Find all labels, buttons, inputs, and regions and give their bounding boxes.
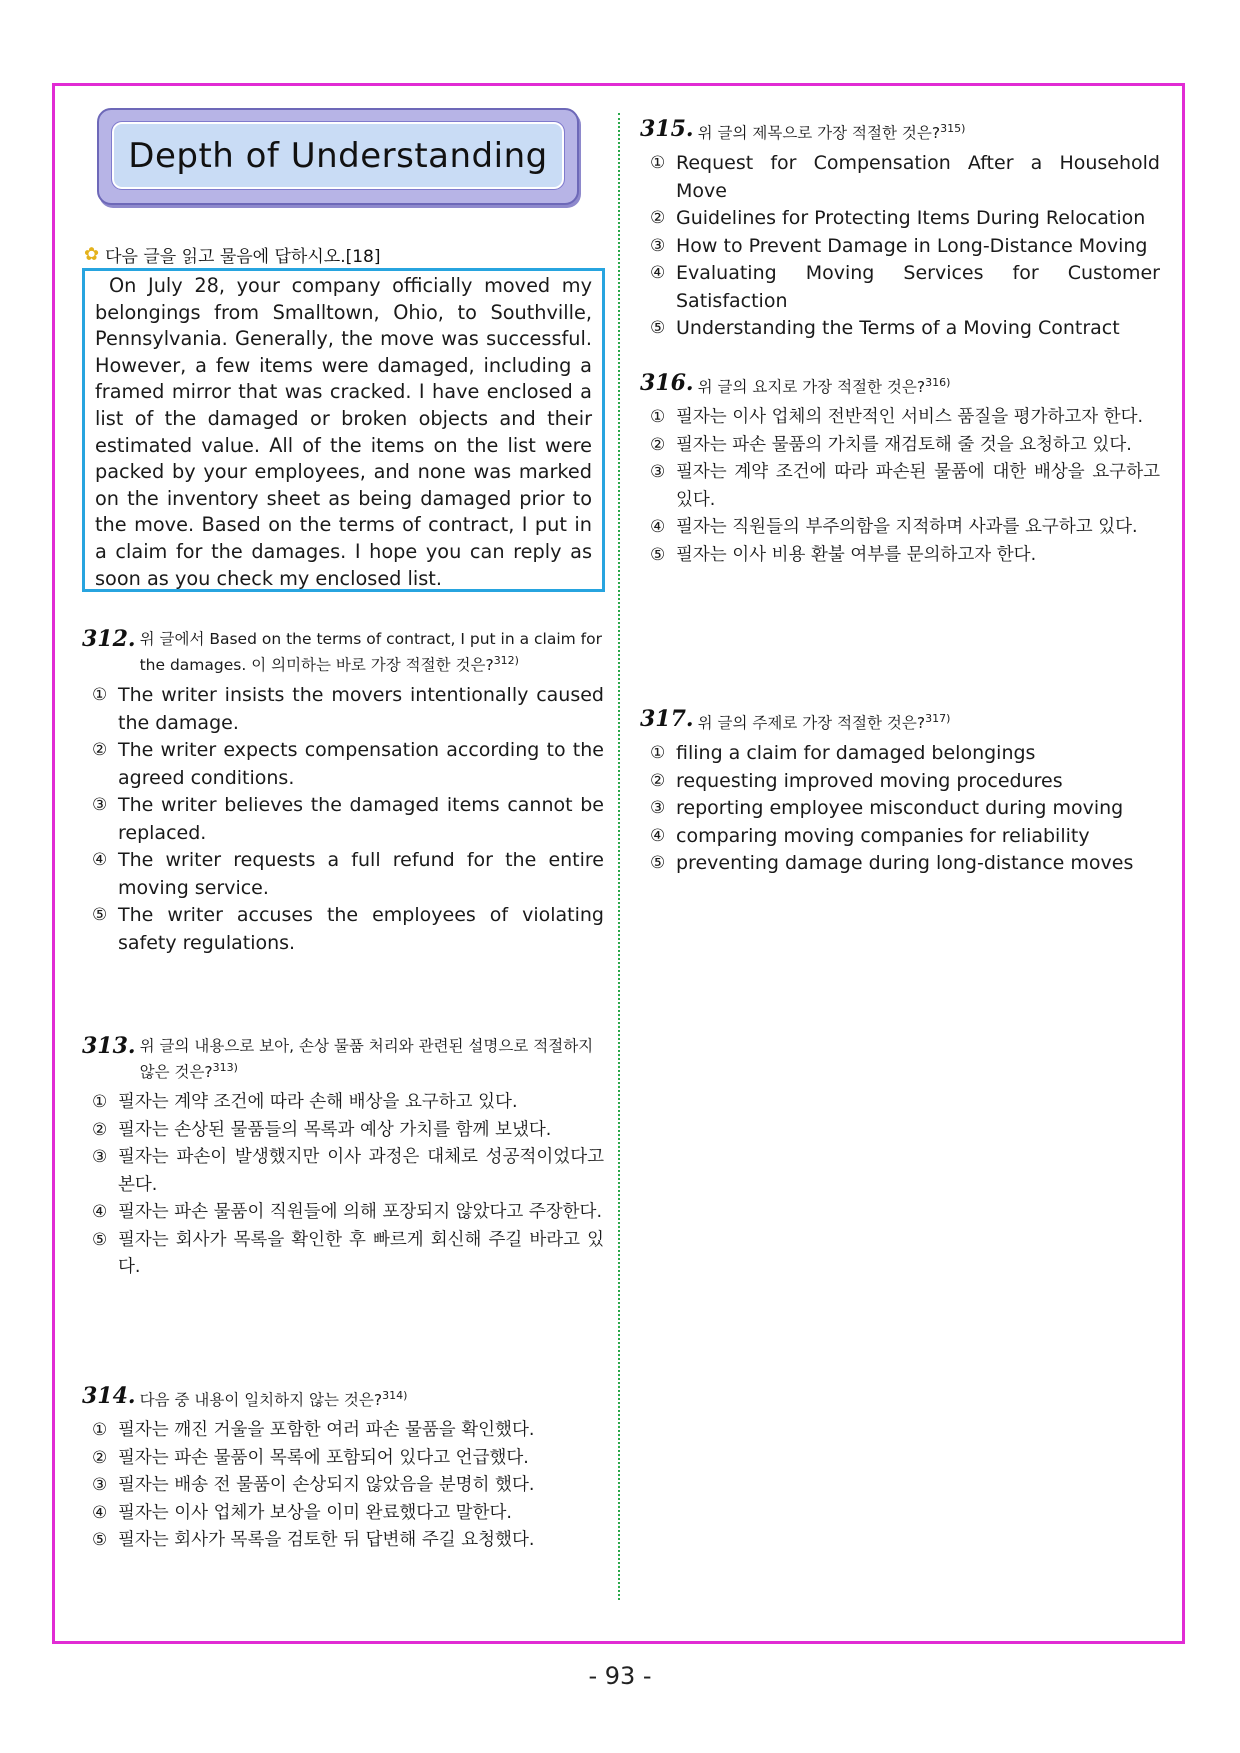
question-number: 314.: [82, 1383, 136, 1409]
options-list: [92, 1417, 604, 1555]
option-2[interactable]: ② Guidelines for Protecting Items During Relocation: [650, 207, 1146, 230]
question-prompt: 위 글의 제목으로 가장 적절한 것은?$^{315)}$: [697, 122, 966, 143]
question-prompt: 위 글에서 Based on the terms of contract, I put in a claim for the damages. 이 의미하는 바로 가장 적절한 것은?$^{312)}$: [139, 630, 602, 675]
option-5[interactable]: ⑤ 필자는 회사가 목록을 검토한 뒤 답변해 주길 요청했다.: [92, 1530, 535, 1551]
title-banner-inner: [112, 122, 564, 189]
question-prompt: 위 글의 요지로 가장 적절한 것은?$^{316)}$: [697, 376, 951, 397]
question-316: [640, 371, 1160, 569]
instruction: [84, 242, 381, 267]
column-divider: [618, 113, 620, 1600]
question-313: [82, 1034, 604, 1282]
option-1[interactable]: ① 필자는 계약 조건에 따라 손해 배상을 요구하고 있다.: [92, 1092, 518, 1113]
option-3[interactable]: ③ 필자는 배송 전 물품이 손상되지 않았음을 분명히 했다.: [92, 1475, 535, 1496]
option-4[interactable]: ④ comparing moving companies for reliability: [650, 824, 1090, 847]
option-4[interactable]: ④ Evaluating Moving Services for Customer Satisfaction: [650, 262, 1160, 312]
footnote: 312): [493, 654, 519, 667]
option-1[interactable]: ① 필자는 깨진 거울을 포함한 여러 파손 물품을 확인했다.: [92, 1420, 535, 1441]
option-3[interactable]: ③ 필자는 계약 조건에 따라 파손된 물품에 대한 배상을 요구하고 있다.: [650, 462, 1160, 510]
option-2[interactable]: ② The writer expects compensation according to the agreed conditions.: [92, 739, 604, 789]
question-317: [640, 707, 1160, 878]
option-3[interactable]: ③ reporting employee misconduct during moving: [650, 797, 1124, 820]
option-5[interactable]: ⑤ 필자는 회사가 목록을 확인한 후 빠르게 회신해 주길 바라고 있다.: [92, 1229, 604, 1278]
page-number: - 93 -: [588, 1662, 652, 1690]
footnote: 316): [925, 376, 951, 389]
passage-text: On July 28, your company officially moved my belongings from Smalltown, Ohio, to Southville, Pennsylvania. Generally, the move was successful. However, a few items were damaged, including a framed mirror that was cracked. I have enclosed a list of the damaged or broken objects and their estimated value. All of the items on the list were packed by your employees, and none was marked on the inventory sheet as being damaged prior to the move. Based on the terms of contract, I put in a claim for the damages. I hope you can reply as soon as you check my enclosed list.: [95, 274, 592, 590]
flower-icon: ✿: [84, 243, 100, 265]
option-1[interactable]: ① 필자는 이사 업체의 전반적인 서비스 품질을 평가하고자 한다.: [650, 407, 1144, 428]
question-number: 313.: [82, 1033, 136, 1059]
footnote: 314): [382, 1389, 408, 1402]
instruction-text: 다음 글을 읽고 물음에 답하시오.[18]: [105, 247, 381, 267]
question-number: 312.: [82, 626, 136, 652]
question-prompt: 위 글의 주제로 가장 적절한 것은?$^{317)}$: [697, 712, 951, 733]
footnote: 317): [925, 712, 951, 725]
title-banner: [97, 108, 579, 205]
option-1[interactable]: ① Request for Compensation After a Household Move: [650, 152, 1160, 202]
option-2[interactable]: ② 필자는 파손 물품이 목록에 포함되어 있다고 언급했다.: [92, 1447, 529, 1468]
option-4[interactable]: ④ 필자는 직원들의 부주의함을 지적하며 사과를 요구하고 있다.: [650, 517, 1138, 538]
option-5[interactable]: ⑤ Understanding the Terms of a Moving Contract: [650, 317, 1120, 340]
question-314: [82, 1384, 604, 1555]
option-1[interactable]: ① filing a claim for damaged belongings: [650, 742, 1036, 765]
page-title: Depth of Understanding: [128, 135, 548, 176]
question-312: [82, 627, 604, 957]
question-number: 315.: [640, 116, 694, 142]
question-prompt: 다음 중 내용이 일치하지 않는 것은?$^{314)}$: [139, 1389, 408, 1410]
option-2[interactable]: ② 필자는 파손 물품의 가치를 재검토해 줄 것을 요청하고 있다.: [650, 434, 1132, 455]
question-prompt: 위 글의 내용으로 보아, 손상 물품 처리와 관련된 설명으로 적절하지 않은 것은?$^{313)}$: [139, 1037, 594, 1082]
options-list: [92, 1089, 604, 1282]
question-number: 317.: [640, 706, 694, 732]
footnote: 313): [212, 1061, 238, 1074]
option-4[interactable]: ④ 필자는 이사 업체가 보상을 이미 완료했다고 말한다.: [92, 1502, 512, 1523]
option-3[interactable]: ③ How to Prevent Damage in Long-Distance Moving: [650, 234, 1148, 257]
options-list: [650, 404, 1160, 569]
options-list: [650, 150, 1160, 343]
option-4[interactable]: ④ 필자는 파손 물품이 직원들에 의해 포장되지 않았다고 주장한다.: [92, 1202, 603, 1223]
question-number: 316.: [640, 370, 694, 396]
option-2[interactable]: ② requesting improved moving procedures: [650, 769, 1063, 792]
option-4[interactable]: ④ The writer requests a full refund for the entire moving service.: [92, 849, 604, 899]
option-2[interactable]: ② 필자는 손상된 물품들의 목록과 예상 가치를 함께 보냈다.: [92, 1119, 552, 1140]
option-5[interactable]: ⑤ 필자는 이사 비용 환불 여부를 문의하고자 한다.: [650, 544, 1037, 565]
options-list: [650, 740, 1160, 878]
option-3[interactable]: ③ 필자는 파손이 발생했지만 이사 과정은 대체로 성공적이었다고 본다.: [92, 1147, 604, 1195]
option-5[interactable]: ⑤ The writer accuses the employees of violating safety regulations.: [92, 904, 604, 954]
option-1[interactable]: ① The writer insists the movers intentionally caused the damage.: [92, 684, 604, 734]
option-5[interactable]: ⑤ preventing damage during long-distance moves: [650, 852, 1134, 875]
footnote: 315): [940, 122, 966, 135]
option-3[interactable]: ③ The writer believes the damaged items cannot be replaced.: [92, 794, 604, 844]
passage-box: [82, 268, 605, 592]
options-list: [92, 682, 604, 957]
question-315: [640, 117, 1160, 343]
